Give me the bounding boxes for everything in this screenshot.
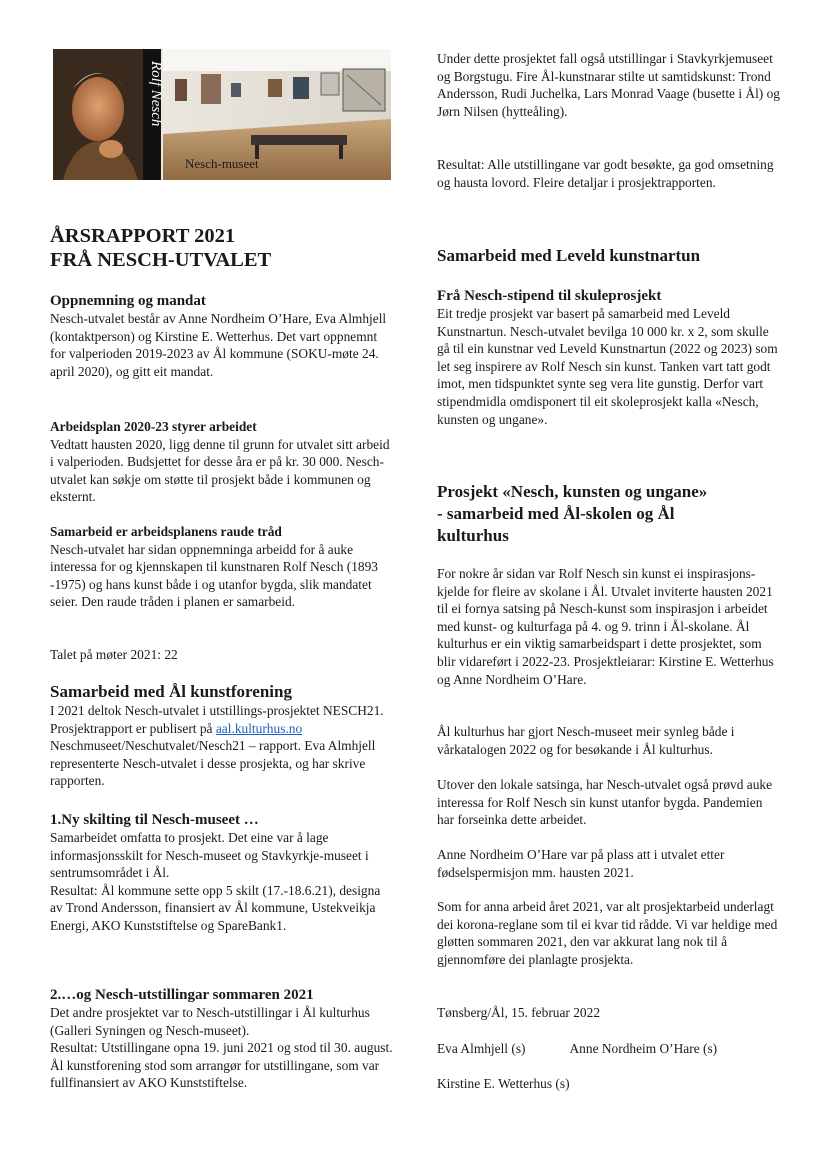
section-text: [50, 702, 395, 790]
section-text: Det andre prosjektet var to Nesch-utstillingar i Ål kulturhus (Galleri Syningen og Nesch-museet).: [50, 1005, 370, 1038]
section-text: Vedtatt hausten 2020, ligg denne til grunn for utvalet sitt arbeid i valperioden. Budsjettet for desse åra er på kr. 30 000. Nesch-utvalet kan søkje om støtte til prosjekt både i kommunen og eksternt.: [50, 436, 390, 505]
section-heading: 1.Ny skilting til Nesch-museet …: [50, 812, 259, 828]
signature-text: Rolf Nesch: [148, 61, 164, 127]
section-signage: [50, 811, 395, 935]
heading-line-1: Prosjekt «Nesch, kunsten og ungane»: [437, 482, 708, 501]
paragraph-result: [437, 156, 782, 191]
heading-line-2: - samarbeid med Ål-skolen og Ål: [437, 504, 675, 523]
signature-3: Kirstine E. Wetterhus (s): [437, 1076, 570, 1091]
section-leveld: [437, 246, 782, 266]
section-school-project: [437, 481, 782, 547]
paragraph-school-4: [437, 846, 782, 881]
paragraph-text: Resultat: Alle utstillingane var godt besøkte, ga god omsetning og hausta lovord. Fleire detaljar i prosjektrapporten.: [437, 157, 774, 190]
section-heading: Oppnemning og mandat: [50, 293, 206, 309]
text-part-a: I 2021 deltok Nesch-utvalet i utstillings-prosjektet NESCH21. Prosjektrapport er publisert på: [50, 703, 384, 736]
section-cooperation: [50, 523, 395, 611]
paragraph-text: Ål kulturhus har gjort Nesch-museet meir synleg både i vårkatalogen 2022 og for besøkande i Ål kulturhus.: [437, 724, 735, 757]
title-line-1: ÅRSRAPPORT 2021: [50, 225, 236, 247]
header-photo: [53, 49, 391, 180]
section-heading: Arbeidsplan 2020-23 styrer arbeidet: [50, 419, 257, 434]
section-heading: 2.…og Nesch-utstillingar sommaren 2021: [50, 987, 314, 1003]
section-workplan: [50, 418, 395, 506]
signatures-row: [437, 1040, 782, 1058]
museum-label: Nesch-museet: [185, 156, 259, 171]
place-date: [437, 1004, 782, 1022]
paragraph-text: Utover den lokale satsinga, har Nesch-utvalet også prøvd auke interessa for Rolf Nesch sin kunst utanfor bygda. Pandemien har forseinka dette arbeidet.: [437, 777, 773, 828]
aal-kulturhus-link[interactable]: aal.kulturhus.no: [215, 720, 303, 736]
paragraph-school-3: [437, 776, 782, 829]
signature-2: Anne Nordheim O’Hare (s): [569, 1041, 718, 1056]
section-heading: [437, 481, 782, 547]
meetings-count: [50, 646, 395, 664]
title-line-2: FRÅ NESCH-UTVALET: [50, 249, 272, 271]
heading-line-3: kulturhus: [437, 526, 509, 545]
paragraph-text: For nokre år sidan var Rolf Nesch sin kunst ei inspirasjons-kjelde for fleire av skolane i Ål. Utvalet inviterte hausten 2021 til ei fornya satsing på Nesch-kunst som inspirasjon i arbeidet med kunst- og kulturfaga på 4. og 9. trinn i Ål-skolane. Ål kulturhus er ein viktig samarbeidspart i dette prosjektet, som blir vidareført i 2022-23. Prosjektleiarar: Kirstine E. Wetterhus og Anne Nordheim O’Hare.: [437, 566, 774, 687]
signature-1: Eva Almhjell (s): [437, 1041, 526, 1056]
section-heading: Samarbeid med Ål kunstforening: [50, 682, 292, 701]
text-part-b: Neschmuseet/Neschutvalet/Nesch21 – rapport. Eva Almhjell representerte Nesch-utvalet i desse prosjekta, og har skrive rapporten.: [50, 738, 376, 789]
section-result: Resultat: Ål kommune sette opp 5 skilt (17.-18.6.21), designa av Trond Andersson, finansiert av Ål kommune, Ustekveikja Energi, AKO Kunststiftelse og SpareBank1.: [50, 882, 381, 933]
section-stipend: [437, 287, 782, 428]
report-title: [50, 224, 395, 272]
paragraph-school-2: [437, 723, 782, 758]
section-heading: Frå Nesch-stipend til skuleprosjekt: [437, 288, 662, 304]
paragraph-text: Under dette prosjektet fall også utstillingar i Stavkyrkjemuseet og Borgstugu. Fire Ål-kunstnarar stilte ut samtidskunst: Trond Andersson, Rudi Juchelka, Lars Monrad Vaage (busette i Ål) og Jørn Nilsen (hytteåling).: [437, 51, 780, 119]
museum-photo-illustration: [53, 49, 391, 180]
paragraph-school-5: [437, 898, 782, 968]
section-result: Resultat: Utstillingane opna 19. juni 2021 og stod til 30. august. Ål kunstforening stod som arrangør for utstillingane, som var fullfinansiert av AKO Kunststiftelse.: [50, 1040, 393, 1091]
section-heading: Samarbeid er arbeidsplanens raude tråd: [50, 524, 282, 539]
section-heading: Samarbeid med Leveld kunstnartun: [437, 246, 701, 265]
section-exhibitions: [50, 986, 395, 1092]
section-text: Eit tredje prosjekt var basert på samarbeid med Leveld Kunstnartun. Nesch-utvalet bevilga 10 000 kr. x 2, som skulle gå til ein kunstnar ved Leveld Kunstnartun (2022 og 2023) som let seg inspirere av Rolf Nesch sin kunst. Tanken vart tatt godt imot, men tidspunktet synte seg vera lite gunstig. Derfor vart stipendmidla omdisponert til eit skoleprosjekt kalla «Nesch, kunsten og ungane».: [437, 306, 778, 427]
signature-line: [437, 1040, 782, 1058]
section-text: Nesch-utvalet består av Anne Nordheim O’Hare, Eva Almhjell (kontaktperson) og Kirstine E. Wetterhus. Det vart oppnemnt for valperioden 2019-2023 av Ål kommune (SOKU-møte 24. april 2020), og gitt eit mandat.: [50, 311, 387, 379]
paragraph-school-1: [437, 565, 782, 688]
section-text: Samarbeidet omfatta to prosjekt. Det eine var å lage informasjonsskilt for Nesch-museet og Stavkyrkje-museet i sentrumsområdet i Ål.: [50, 830, 369, 881]
paragraph-text: Anne Nordheim O’Hare var på plass att i utvalet etter fødselspermisjon mm. hausten 2021.: [437, 847, 725, 880]
paragraph-text: Som for anna arbeid året 2021, var alt prosjektarbeid underlagt dei korona-reglane som til ei kvar tid rådde. Vi var heldige med gløtten sommaren 2021, den var akkurat lang nok til å gjennomføre dei planlagte prosjekta.: [437, 899, 778, 967]
paragraph-exhibitions-cont: [437, 50, 782, 120]
signature-3-row: [437, 1075, 782, 1093]
place-date-text: Tønsberg/Ål, 15. februar 2022: [437, 1005, 601, 1020]
section-aal-kunstforening: [50, 682, 395, 790]
meetings-text: Talet på møter 2021: 22: [50, 647, 178, 662]
section-mandate: [50, 292, 395, 380]
section-text: Nesch-utvalet har sidan oppnemninga arbeidd for å auke interessa for og kjennskapen til kunstnaren Rolf Nesch (1893 -1975) og hans kunst både i og utanfor bygda, slik mandatet seier. Den raude tråden i planen er samarbeid.: [50, 541, 378, 610]
